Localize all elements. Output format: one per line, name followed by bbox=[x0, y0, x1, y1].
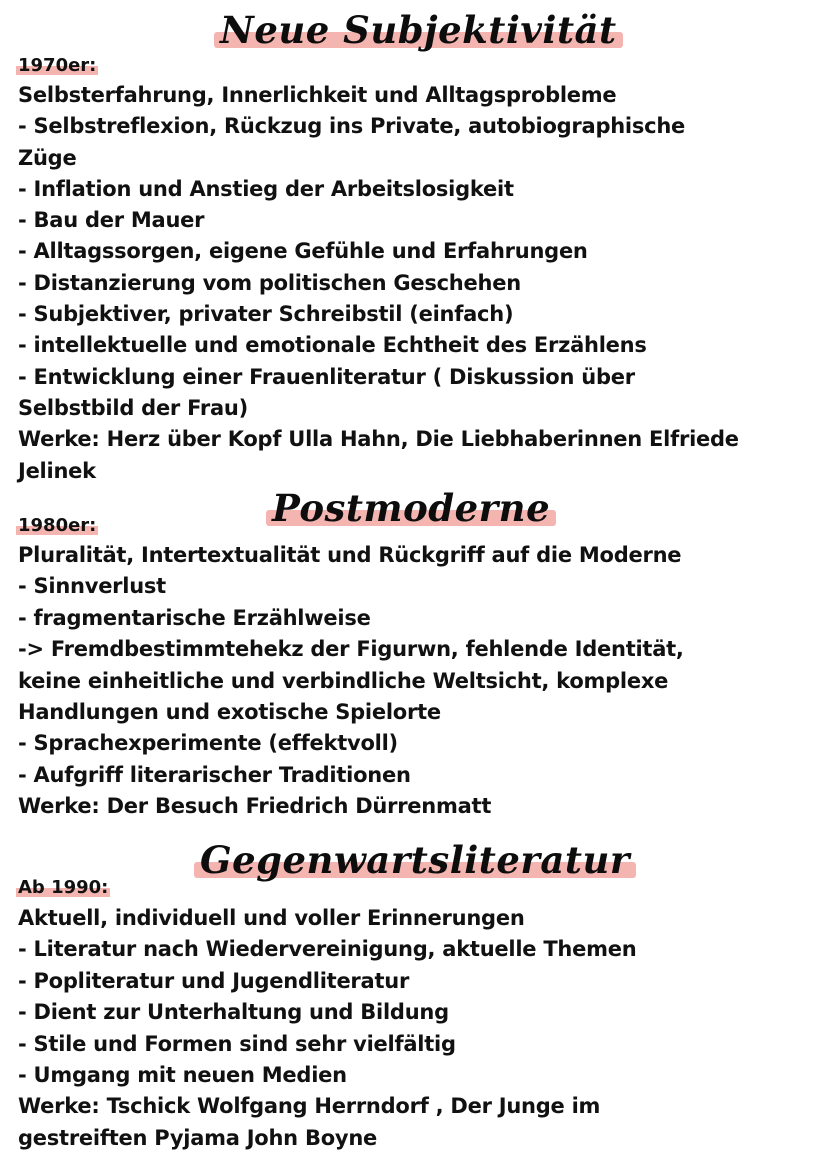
section-2-text bbox=[18, 540, 684, 823]
text-line: - Bau der Mauer bbox=[18, 208, 205, 233]
text-line: - Alltagssorgen, eigene Gefühle und Erfahrungen bbox=[18, 239, 588, 264]
text-line: Werke: Der Besuch Friedrich Dürrenmatt bbox=[18, 794, 492, 819]
text-line: gestreiften Pyjama John Boyne bbox=[18, 1125, 378, 1150]
text-line: - Sinnverlust bbox=[18, 574, 166, 599]
text-line: Werke: Herz über Kopf Ulla Hahn, Die Liebhaberinnen Elfriede bbox=[18, 427, 739, 452]
period-label-ab-1990: Ab 1990: bbox=[18, 877, 109, 898]
text-line: - intellektuelle und emotionale Echtheit des Erzählens bbox=[18, 333, 647, 358]
text-line: - Umgang mit neuen Medien bbox=[18, 1063, 347, 1088]
text-line: -> Fremdbestimmtehekz der Figurwn, fehlende Identität, bbox=[18, 637, 684, 662]
text-line: Selbsterfahrung, Innerlichkeit und Alltagsprobleme bbox=[18, 83, 617, 107]
text-line: - Popliteratur und Jugendliteratur bbox=[18, 968, 410, 993]
text-line: - fragmentarische Erzählweise bbox=[18, 605, 371, 630]
text-line: - Subjektiver, privater Schreibstil (einfach) bbox=[18, 302, 514, 327]
section-1-text bbox=[18, 80, 739, 487]
section-3-text bbox=[18, 903, 636, 1154]
text-line: - Literatur nach Wiedervereinigung, aktuelle Themen bbox=[18, 937, 637, 962]
text-line: Aktuell, individuell und voller Erinnerungen bbox=[18, 906, 525, 930]
period-label-1970er: 1970er: bbox=[18, 55, 97, 76]
text-line: - Dient zur Unterhaltung und Bildung bbox=[18, 1000, 449, 1025]
text-line: - Inflation und Anstieg der Arbeitslosigkeit bbox=[18, 176, 514, 201]
text-line: - Aufgriff literarischer Traditionen bbox=[18, 762, 411, 787]
section-title-postmoderne: Postmoderne bbox=[266, 486, 556, 530]
section-title-gegenwartsliteratur: Gegenwartsliteratur bbox=[194, 838, 636, 882]
text-line: Züge bbox=[18, 145, 77, 170]
text-line: - Stile und Formen sind sehr vielfältig bbox=[18, 1031, 456, 1056]
text-line: Pluralität, Intertextualität und Rückgriff auf die Moderne bbox=[18, 543, 682, 567]
text-line: - Selbstreflexion, Rückzug ins Private, autobiographische bbox=[18, 114, 686, 139]
text-line: - Entwicklung einer Frauenliteratur ( Diskussion über bbox=[18, 364, 635, 389]
text-line: Handlungen und exotische Spielorte bbox=[18, 700, 441, 725]
period-label-1980er: 1980er: bbox=[18, 515, 97, 536]
section-title-neue-subjektivitaet: Neue Subjektivität bbox=[214, 8, 623, 52]
text-line: keine einheitliche und verbindliche Weltsicht, komplexe bbox=[18, 668, 669, 693]
text-line: Selbstbild der Frau) bbox=[18, 395, 248, 420]
text-line: Werke: Tschick Wolfgang Herrndorf , Der Junge im bbox=[18, 1094, 601, 1119]
text-line: - Distanzierung vom politischen Geschehen bbox=[18, 270, 521, 295]
text-line: Jelinek bbox=[18, 458, 96, 483]
text-line: - Sprachexperimente (effektvoll) bbox=[18, 731, 398, 756]
